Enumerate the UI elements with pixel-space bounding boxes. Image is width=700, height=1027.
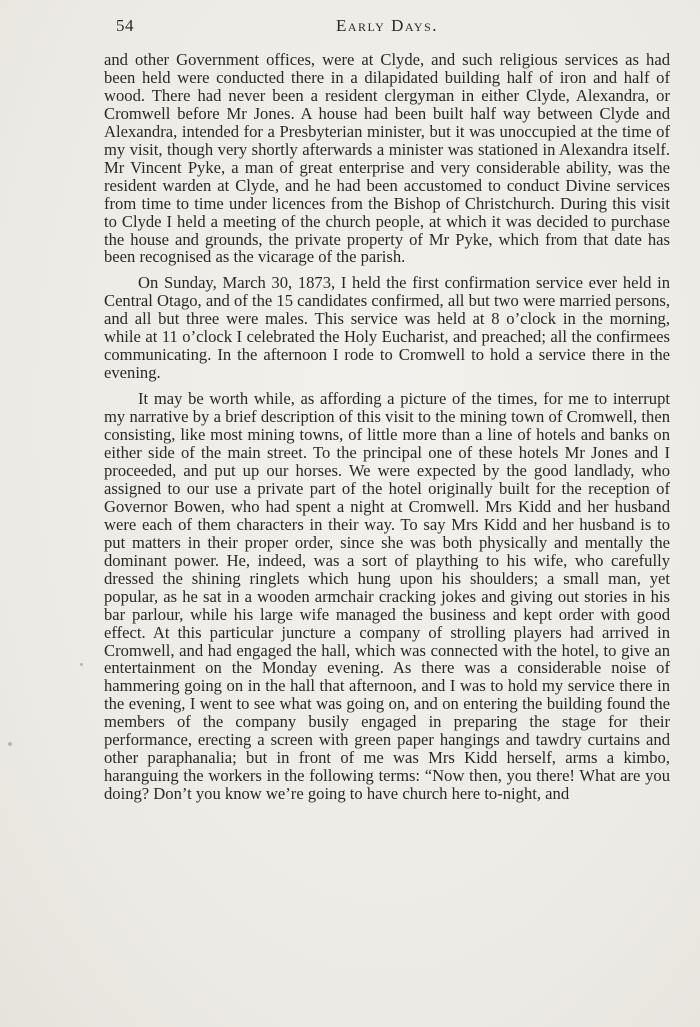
paragraph-cromwell: It may be worth while, as affording a picture of the times, for me to interrupt my narrative by a brief description of this visit to the mining town of Cromwell, then consisting, like most mining towns, of little more than a line of hotels and banks on either side of the main street. To the principal one of these hotels Mr Jones and I proceeded, and put up our horses. We were expected by the good landlady, who assigned to our use a private part of the hotel originally built for the reception of Governor Bowen, who had spent a night at Cromwell. Mrs Kidd and her husband were each of them characters in their way. To say Mrs Kidd and her husband is to put matters in their proper order, since she was both physically and mentally the dominant power. He, indeed, was a sort of plaything to his wife, who carefully dressed the shining ringlets which hung upon his shoulders; a small man, yet popular, as he sat in a wooden armchair cracking jokes and giving out stories in his bar parlour, while his large wife managed the business and kept order with good effect. At this particular juncture a company of strolling players had arrived in Cromwell, and had engaged the hall, which was connected with the hotel, to give an entertainment on the Monday evening. As there was a considerable noise of hammering going on in the hall that afternoon, and I was to hold my service there in the evening, I went to see what was going on, and on entering the building found the members of the company busily engaged in preparing the stage for their performance, erecting a screen with green paper hangings and tawdry curtains and other paraphanalia; but in front of me was Mrs Kidd herself, arms a kimbo, haranguing the workers in the following terms: “Now then, you there! What are you doing? Don’t you know we’re going to have church here to-night, and — [104, 389, 670, 804]
body-text — [104, 51, 670, 811]
running-head — [104, 16, 670, 40]
page-number: 54 — [116, 16, 134, 35]
paper-speck — [80, 663, 83, 666]
paragraph-continued: and other Government offices, were at Clyde, and such religious services as had been held were conducted there in a dilapidated building half of iron and half of wood. There had never been a resident clergyman in either Clyde, Alexandra, or Cromwell before Mr Jones. A house had been built half way between Clyde and Alexandra, intended for a Presbyterian minister, but it was unoccupied at the time of my visit, though very shortly afterwards a minister was stationed in Alexandra itself. Mr Vincent Pyke, a man of great enterprise and very considerable ability, was the resident warden at Clyde, and he had been accustomed to conduct Divine services from time to time under licences from the Bishop of Christchurch. During this visit to Clyde I held a meeting of the church people, at which it was decided to purchase the house and grounds, the private property of Mr Pyke, which from that date has been recognised as the vicarage of the parish. — [104, 50, 670, 267]
paper-speck — [8, 742, 12, 746]
paragraph-confirmation: On Sunday, March 30, 1873, I held the first confirmation service ever held in Central Otago, and of the 15 candidates confirmed, all but two were married persons, and all but three were males. This service was held at 8 o’clock in the morning, while at 11 o’clock I celebrated the Holy Eucharist, and preached; all the confirmees communicating. In the afternoon I rode to Cromwell to hold a service there in the evening. — [104, 273, 670, 383]
running-title: Early Days. — [335, 16, 439, 35]
